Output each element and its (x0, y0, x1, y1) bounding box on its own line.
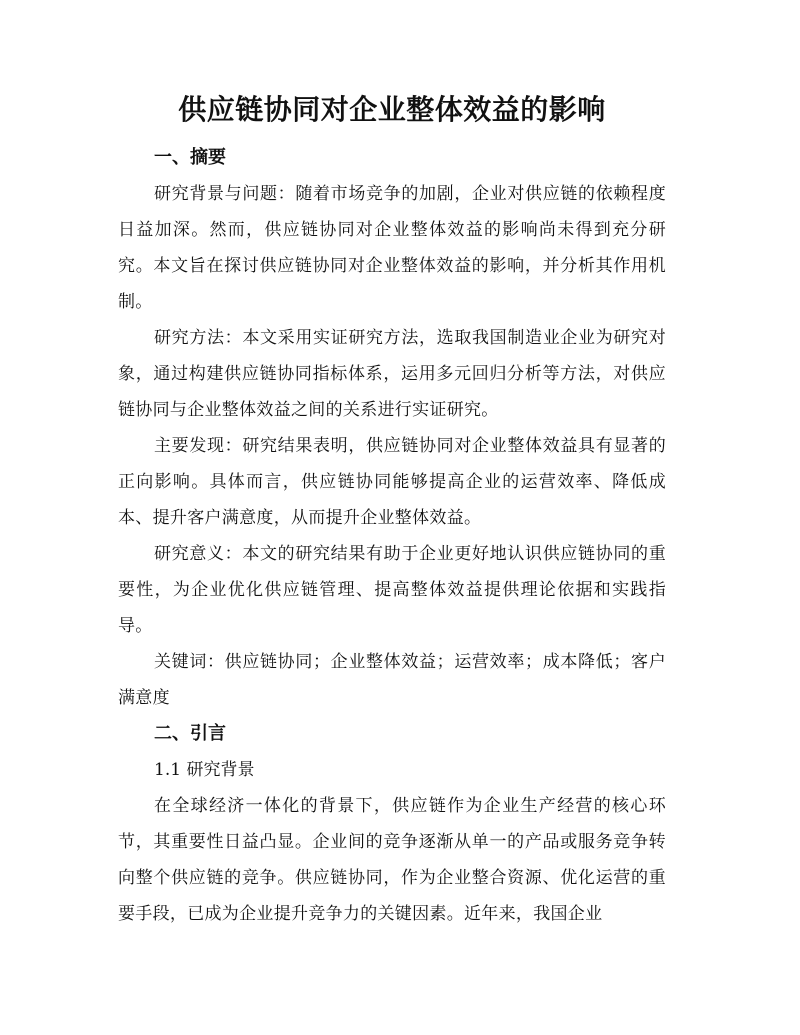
abstract-keywords-paragraph: 关键词：供应链协同；企业整体效益；运营效率；成本降低；客户满意度 (118, 652, 666, 708)
research-background-subheading: 1.1 研究背景 (154, 760, 255, 780)
abstract-heading: 一、摘要 (154, 147, 226, 168)
abstract-background-paragraph: 研究背景与问题：随着市场竞争的加剧，企业对供应链的依赖程度日益加深。然而，供应链协同对企业整体效益的影响尚未得到充分研究。本文旨在探讨供应链协同对企业整体效益的影响，并分析其作用机制。 (118, 184, 666, 312)
introduction-heading: 二、引言 (154, 723, 226, 744)
introduction-paragraph: 在全球经济一体化的背景下，供应链作为企业生产经营的核心环节，其重要性日益凸显。企业间的竞争逐渐从单一的产品或服务竞争转向整个供应链的竞争。供应链协同，作为企业整合资源、优化运营的重要手段，已成为企业提升竞争力的关键因素。近年来，我国企业 (118, 796, 666, 924)
abstract-significance-paragraph: 研究意义：本文的研究结果有助于企业更好地认识供应链协同的重要性，为企业优化供应链管理、提高整体效益提供理论依据和实践指导。 (118, 544, 666, 636)
document-page (118, 88, 666, 932)
abstract-method-paragraph: 研究方法：本文采用实证研究方法，选取我国制造业企业为研究对象，通过构建供应链协同指标体系，运用多元回归分析等方法，对供应链协同与企业整体效益之间的关系进行实证研究。 (118, 328, 666, 420)
abstract-findings-paragraph: 主要发现：研究结果表明，供应链协同对企业整体效益具有显著的正向影响。具体而言，供应链协同能够提高企业的运营效率、降低成本、提升客户满意度，从而提升企业整体效益。 (118, 436, 666, 528)
document-title: 供应链协同对企业整体效益的影响 (178, 93, 606, 126)
